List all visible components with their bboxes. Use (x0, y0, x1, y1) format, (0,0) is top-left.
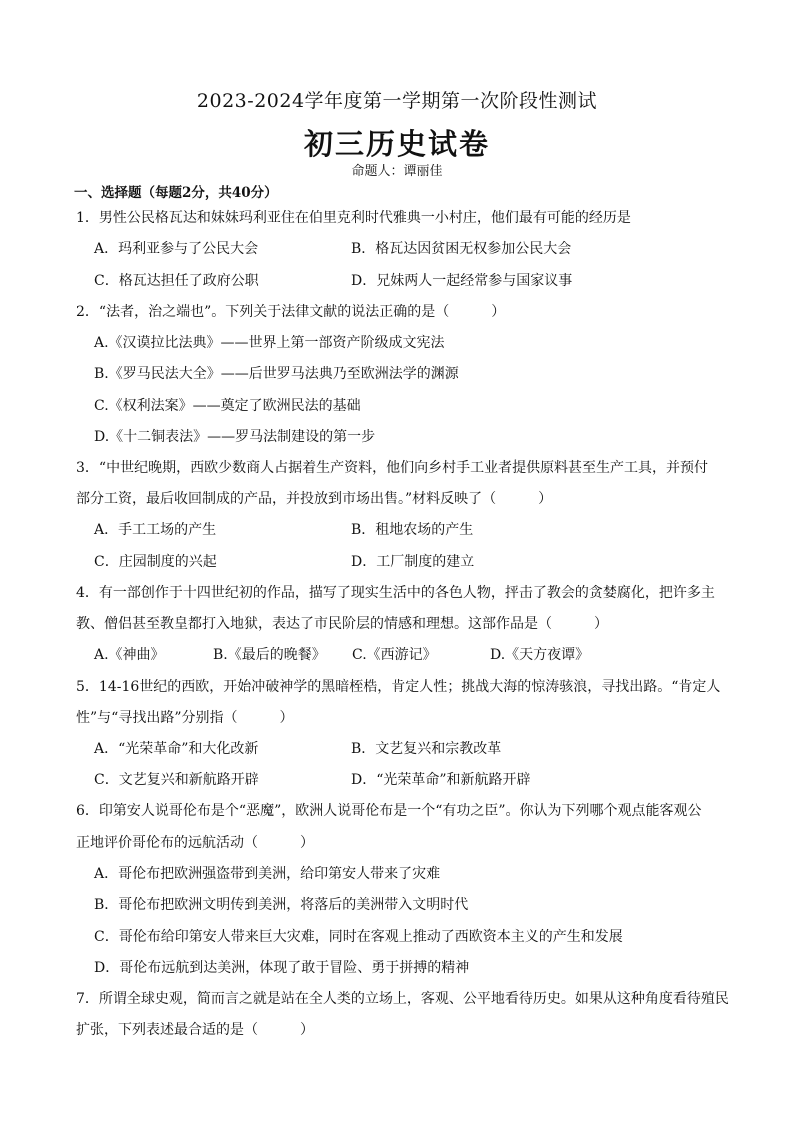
question-7-stem-line-1: 7．所谓全球史观，简而言之就是站在全人类的立场上，客观、公平地看待历史。如果从这种角度看待殖民 (76, 991, 729, 1007)
question-5-option-a[interactable]: A．“光荣革命”和大化改新 (94, 741, 259, 757)
question-4-option-b[interactable]: B.《最后的晚餐》 (213, 647, 326, 663)
question-3-stem-line-2: 部分工资，最后收回制成的产品，并投放到市场出售。”材料反映了（ ） (76, 491, 553, 507)
question-1-option-b[interactable]: B．格瓦达因贫困无权参加公民大会 (351, 241, 572, 257)
question-4-option-c[interactable]: C.《西游记》 (352, 647, 437, 663)
exam-author: 命题人：谭丽佳 (351, 164, 443, 179)
question-5-stem-line-1: 5．14-16世纪的西欧，开始冲破神学的黑暗桎梏，肯定人性；挑战大海的惊涛骇浪，寻找出路。“肯定人 (76, 679, 721, 695)
section-heading: 一、选择题（每题2分，共40分） (74, 185, 278, 201)
question-3-option-d[interactable]: D．工厂制度的建立 (351, 554, 475, 570)
question-7-stem-line-2: 扩张，下列表述最合适的是（ ） (76, 1022, 314, 1038)
question-4-option-a[interactable]: A.《神曲》 (94, 647, 165, 663)
question-6-option-d[interactable]: D．哥伦布远航到达美洲，体现了敢于冒险、勇于拼搏的精神 (94, 960, 470, 976)
question-2-option-d[interactable]: D.《十二铜表法》——罗马法制建设的第一步 (94, 429, 376, 445)
question-2-option-a[interactable]: A.《汉谟拉比法典》——世界上第一部资产阶级成文宪法 (94, 335, 445, 351)
question-3-option-a[interactable]: A．手工工场的产生 (94, 522, 217, 538)
question-4-stem-line-2: 教、僧侣甚至教皇都打入地狱，表达了市民阶层的情感和理想。这部作品是（ ） (76, 616, 608, 632)
question-2-option-c[interactable]: C.《权利法案》——奠定了欧洲民法的基础 (94, 398, 361, 414)
question-6-option-a[interactable]: A．哥伦布把欧洲强盗带到美洲，给印第安人带来了灾难 (94, 866, 441, 882)
question-5-option-c[interactable]: C．文艺复兴和新航路开辟 (94, 772, 259, 788)
question-3-option-b[interactable]: B．租地农场的产生 (351, 522, 474, 538)
question-6-stem-line-1: 6．印第安人说哥伦布是个“恶魔”，欧洲人说哥伦布是一个“有功之臣”。你认为下列哪个观点能客观公 (76, 803, 702, 819)
question-4-option-d[interactable]: D.《天方夜谭》 (490, 647, 590, 663)
question-1-stem: 1．男性公民格瓦达和妹妹玛利亚住在伯里克利时代雅典一小村庄，他们最有可能的经历是 (76, 210, 631, 226)
question-1-option-a[interactable]: A．玛利亚参与了公民大会 (94, 241, 259, 257)
question-2-option-b[interactable]: B.《罗马民法大全》——后世罗马法典乃至欧洲法学的渊源 (94, 366, 459, 382)
question-3-stem-line-1: 3．“中世纪晚期，西欧少数商人占据着生产资料，他们向乡村手工业者提供原料甚至生产工具，并预付 (76, 460, 709, 476)
exam-title: 2023-2024学年度第一学期第一次阶段性测试 (196, 90, 598, 112)
question-1-option-d[interactable]: D．兄妹两人一起经常参与国家议事 (351, 273, 573, 289)
question-5-option-b[interactable]: B．文艺复兴和宗教改革 (351, 741, 502, 757)
question-2-stem: 2．“法者，治之端也”。下列关于法律文献的说法正确的是（ ） (76, 304, 506, 320)
question-1-option-c[interactable]: C．格瓦达担任了政府公职 (94, 273, 259, 289)
exam-subtitle: 初三历史试卷 (303, 127, 490, 161)
question-6-option-c[interactable]: C．哥伦布给印第安人带来巨大灾难，同时在客观上推动了西欧资本主义的产生和发展 (94, 929, 623, 945)
question-4-stem-line-1: 4．有一部创作于十四世纪初的作品，描写了现实生活中的各色人物，抨击了教会的贪婪腐化，把许多主 (76, 585, 715, 601)
question-5-option-d[interactable]: D．“光荣革命”和新航路开辟 (351, 772, 531, 788)
question-5-stem-line-2: 性”与“寻找出路”分别指（ ） (76, 710, 294, 726)
question-3-option-c[interactable]: C．庄园制度的兴起 (94, 554, 217, 570)
question-6-stem-line-2: 正地评价哥伦布的远航活动（ ） (76, 835, 314, 851)
question-6-option-b[interactable]: B．哥伦布把欧洲文明传到美洲，将落后的美洲带入文明时代 (94, 897, 469, 913)
